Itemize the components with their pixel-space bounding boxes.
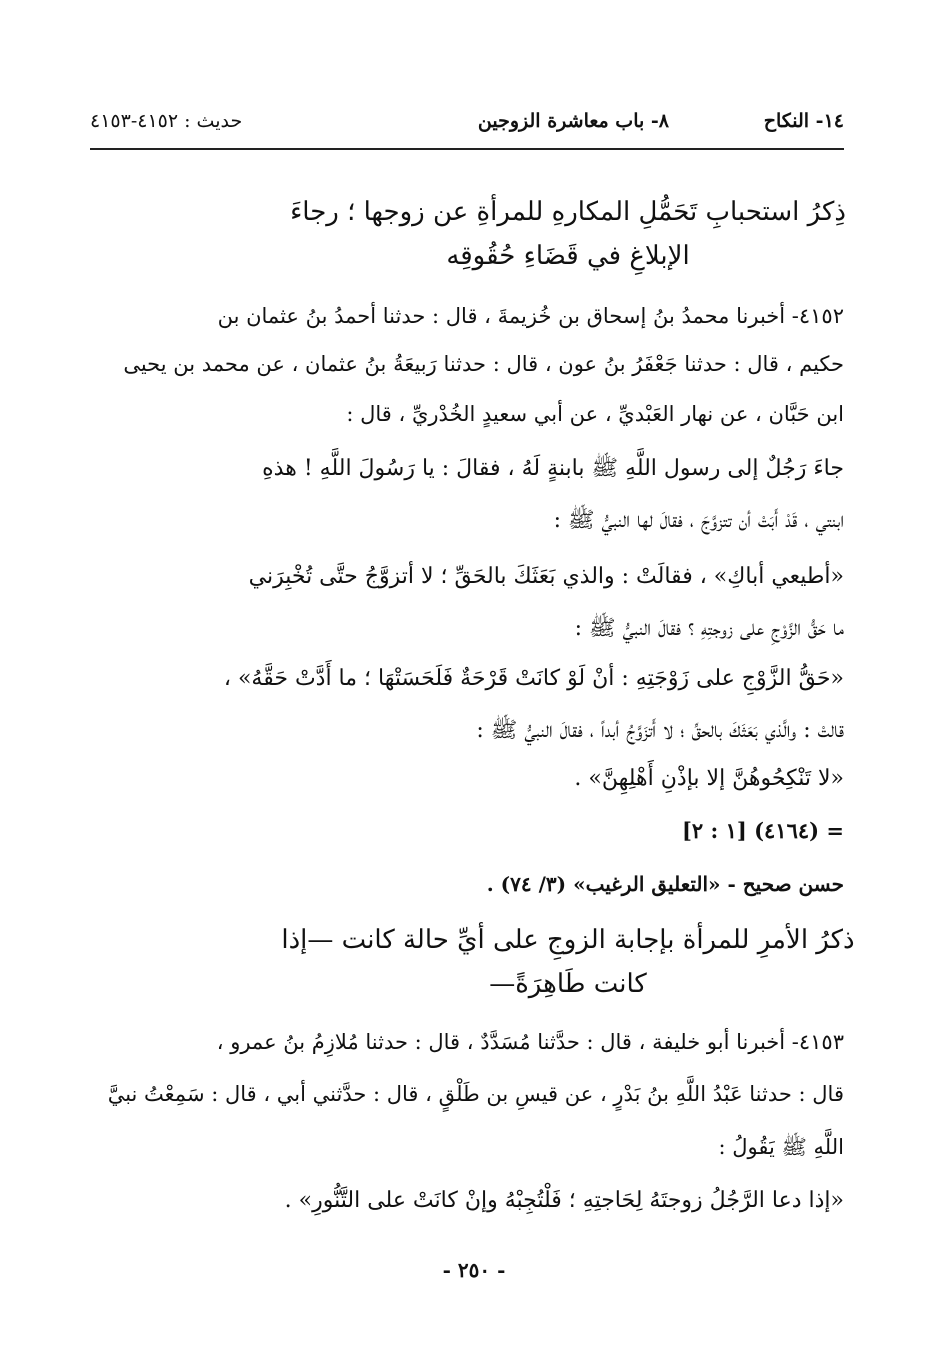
section1-title-line1: ذِكرُ استحبابِ تَحَمُّلِ المكارهِ للمرأةِ عن زوجها ؛ رجاءَ: [290, 197, 846, 227]
section2-title-line1: ذكرُ الأمرِ للمرأة بإجابة الزوجِ على أيِّ حالة كانت —إذا: [281, 925, 855, 955]
hadith1-grade: حسن صحيح - «التعليق الرغيب» (٣/ ٧٤) .: [486, 872, 844, 896]
hadith2-line-3: اللَّهِ ﷺ يَقُولُ :: [718, 1135, 844, 1159]
hadith2-line-1: ٤١٥٣- أخبرنا أبو خليفة ، قال : حدَّثنا مُسَدَّدٌ ، قال : حدثنا مُلازِمُ بنُ عمرو ،: [216, 1030, 844, 1054]
section-title-header: ٨- باب معاشرة الزوجين: [477, 110, 669, 132]
header-rule: [90, 148, 844, 150]
hadith1-line-7: ما حَقُّ الزَّوْجِ على زوجتِهِ ؟ فقالَ النبيُّ ﷺ :: [574, 616, 844, 641]
hadith1-line-3: ابن حَبَّان ، عن نهار العَبْديِّ ، عن أبي سعيدٍ الخُدْريِّ ، قال :: [346, 402, 844, 426]
section1-title-line2: الإبلاغِ في قَضَاءِ حُقُوقِه: [446, 241, 690, 271]
hadith1-reference: = (٤١٦٤) [١ : ٢]: [681, 818, 844, 843]
hadith1-line-8: «حَقُّ الزَّوْجِ على زَوْجَتِهِ : أنْ لَوْ كانَتْ قَرْحَةٌ فَلَحَسَتْهَا ؛ ما أَدَّتْ حَقَّهُ» ،: [223, 666, 844, 691]
hadith2-line-4: «إذا دعا الرَّجُلُ زوجتَهُ لِحَاجتِهِ ؛ فَلْتُجِبْهُ وإنْ كانَتْ على التَّنُّورِ» .: [284, 1188, 844, 1213]
chapter-title: ١٤- النكاح: [763, 110, 844, 132]
section2-title-line2: كانت طَاهِرَةً—: [489, 969, 647, 999]
page-number: - ٢٥٠ -: [442, 1258, 506, 1282]
section2-heading: [268, 918, 868, 1006]
hadith2-line-2: قال : حدثنا عَبْدُ اللَّهِ بنُ بَدْرٍ ، عن قيسِ بن طَلْقٍ ، قال : حدَّثني أبي ، قال : سَمِعْتُ نبيَّ: [107, 1082, 844, 1106]
hadith-range: حديث : ٤١٥٢-٤١٥٣: [90, 110, 243, 132]
hadith1-line-2: حكيم ، قال : حدثنا جَعْفَرُ بنُ عون ، قال : حدثنا رَبيعَةُ بنُ عثمان ، عن محمد بن يحيى: [123, 352, 844, 376]
hadith1-line-1: ٤١٥٢- أخبرنا محمدُ بنُ إسحاق بن خُزيمةَ ، قال : حدثنا أحمدُ بنُ عثمان بن: [217, 304, 844, 328]
running-header: [90, 110, 844, 142]
hadith1-line-5: ابنتي ، قَدْ أَبَتْ أن تتزوَّجَ ، فقالَ لها النبيُّ ﷺ :: [553, 508, 844, 533]
hadith1-line-6: «أطيعي أباكِ» ، فقالَتْ : والذي بَعَثَكَ بالحَقِّ ؛ لا أتزوَّجُ حتَّى تُخْبِرَني: [248, 564, 844, 589]
hadith1-line-9: قالتْ : والَّذي بَعَثَكَ بالحقِّ ؛ لا أَتزَوَّجُ أبداً ، فقالَ النبيُّ ﷺ :: [476, 718, 844, 743]
hadith1-line-4: جاءَ رَجُلٌ إلى رسول اللَّهِ ﷺ بابنةٍ لَهُ ، فقالَ : يا رَسُولَ اللَّهِ ! هذهِ: [262, 456, 844, 481]
hadith1-line-10: «لا تَنْكِحُوهُنَّ إلا بإذْنِ أَهْلِهِنَّ» .: [574, 766, 844, 791]
section1-heading: [268, 190, 868, 278]
